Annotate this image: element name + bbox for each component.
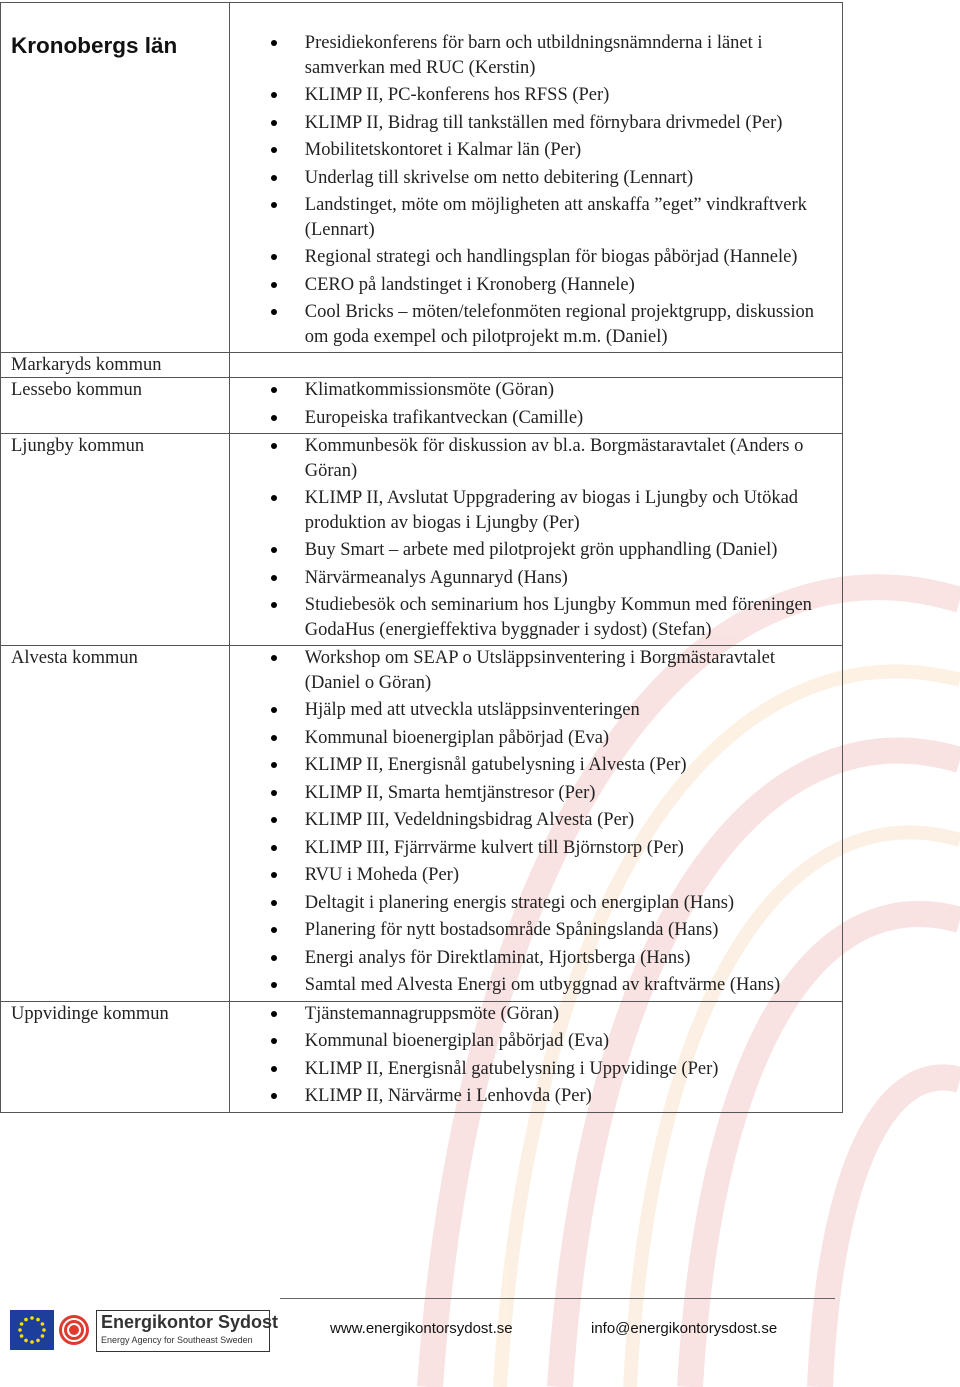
table-row	[1, 646, 843, 1002]
list-item: KLIMP II, Smarta hemtjänstresor (Per)	[230, 781, 842, 806]
activities-cell	[229, 1001, 842, 1112]
table-row	[1, 3, 843, 353]
list-item: Cool Bricks – möten/telefonmöten regional projektgrupp, diskussion om goda exempel och pilotprojekt m.m. (Daniel)	[230, 300, 842, 349]
list-item: Buy Smart – arbete med pilotprojekt grön upphandling (Daniel)	[230, 538, 842, 563]
activity-list	[230, 1002, 842, 1109]
municipality-cell	[1, 378, 230, 434]
municipality-name: Alvesta kommun	[11, 648, 138, 668]
municipality-cell	[1, 353, 230, 378]
list-item: RVU i Moheda (Per)	[230, 863, 842, 888]
activity-list	[230, 31, 842, 349]
list-item: Workshop om SEAP o Utsläppsinventering i Borgmästaravtalet (Daniel o Göran)	[230, 646, 842, 695]
list-item: Europeiska trafikantveckan (Camille)	[230, 406, 842, 431]
list-item: KLIMP II, Energisnål gatubelysning i Uppvidinge (Per)	[230, 1057, 842, 1082]
list-item: KLIMP III, Vedeldningsbidrag Alvesta (Per)	[230, 808, 842, 833]
list-item: KLIMP II, Bidrag till tankställen med förnybara drivmedel (Per)	[230, 111, 842, 136]
energikontor-logo	[10, 1310, 279, 1350]
list-item: Planering för nytt bostadsområde Spåningslanda (Hans)	[230, 918, 842, 943]
table-row	[1, 1001, 843, 1112]
municipality-name: Lessebo kommun	[11, 380, 143, 400]
municipality-cell	[1, 434, 230, 646]
logo-subtitle: Energy Agency for Southeast Sweden	[101, 1335, 253, 1345]
activities-cell	[229, 646, 842, 1002]
municipality-cell	[1, 1001, 230, 1112]
list-item: KLIMP II, Energisnål gatubelysning i Alvesta (Per)	[230, 753, 842, 778]
activity-list	[230, 434, 842, 642]
footer-divider	[280, 1298, 835, 1299]
municipality-cell	[1, 646, 230, 1002]
municipality-name: Uppvidinge kommun	[11, 1003, 169, 1024]
list-item: KLIMP II, Avslutat Uppgradering av biogas i Ljungby och Utökad produktion av biogas i Ljungby (Per)	[230, 486, 842, 535]
activity-list	[230, 378, 842, 430]
list-item: Klimatkommissionsmöte (Göran)	[230, 378, 842, 403]
page-footer	[0, 1290, 960, 1387]
table-row	[1, 434, 843, 646]
email-link[interactable]: info@energikontorysdost.se	[591, 1320, 778, 1337]
list-item: Tjänstemannagruppsmöte (Göran)	[230, 1002, 842, 1027]
activity-table	[0, 2, 843, 1113]
list-item: KLIMP II, Närvärme i Lenhovda (Per)	[230, 1084, 842, 1109]
list-item: Deltagit i planering energis strategi och energiplan (Hans)	[230, 891, 842, 916]
logo-title: Energikontor Sydost	[101, 1312, 279, 1332]
list-item: Kommunal bioenergiplan påbörjad (Eva)	[230, 726, 842, 751]
municipality-name: Markaryds kommun	[11, 355, 162, 375]
activities-cell	[229, 434, 842, 646]
list-item: Regional strategi och handlingsplan för biogas påbörjad (Hannele)	[230, 245, 842, 270]
list-item: Mobilitetskontoret i Kalmar län (Per)	[230, 138, 842, 163]
page-title: Kronobergs län	[11, 33, 178, 58]
table-row	[1, 353, 843, 378]
municipality-cell	[1, 3, 230, 353]
list-item: KLIMP III, Fjärrvärme kulvert till Björnstorp (Per)	[230, 836, 842, 861]
list-item: Kommunbesök för diskussion av bl.a. Borgmästaravtalet (Anders o Göran)	[230, 434, 842, 483]
list-item: Energi analys för Direktlaminat, Hjortsberga (Hans)	[230, 946, 842, 971]
list-item: Underlag till skrivelse om netto debitering (Lennart)	[230, 166, 842, 191]
logo-text-box	[96, 1310, 279, 1352]
sun-logo-icon	[58, 1314, 90, 1346]
list-item: Närvärmeanalys Agunnaryd (Hans)	[230, 566, 842, 591]
activities-cell	[229, 353, 842, 378]
activities-cell	[229, 3, 842, 353]
eu-flag-icon	[10, 1310, 54, 1350]
list-item: Samtal med Alvesta Energi om utbyggnad av kraftvärme (Hans)	[230, 973, 842, 998]
list-item: Presidiekonferens för barn och utbildningsnämnderna i länet i samverkan med RUC (Kerstin)	[230, 31, 842, 80]
activity-list	[230, 646, 842, 998]
list-item: KLIMP II, PC-konferens hos RFSS (Per)	[230, 83, 842, 108]
list-item: Studiebesök och seminarium hos Ljungby Kommun med föreningen GodaHus (energieffektiva byggnader i sydost) (Stefan)	[230, 593, 842, 642]
table-row	[1, 378, 843, 434]
activities-cell	[229, 378, 842, 434]
list-item: Hjälp med att utveckla utsläppsinventeringen	[230, 698, 842, 723]
website-link[interactable]: www.energikontorsydost.se	[330, 1320, 513, 1337]
municipality-name: Ljungby kommun	[11, 436, 145, 456]
list-item: Kommunal bioenergiplan påbörjad (Eva)	[230, 1029, 842, 1054]
list-item: CERO på landstinget i Kronoberg (Hannele)	[230, 273, 842, 298]
list-item: Landstinget, möte om möjligheten att anskaffa ”eget” vindkraftverk (Lennart)	[230, 193, 842, 242]
